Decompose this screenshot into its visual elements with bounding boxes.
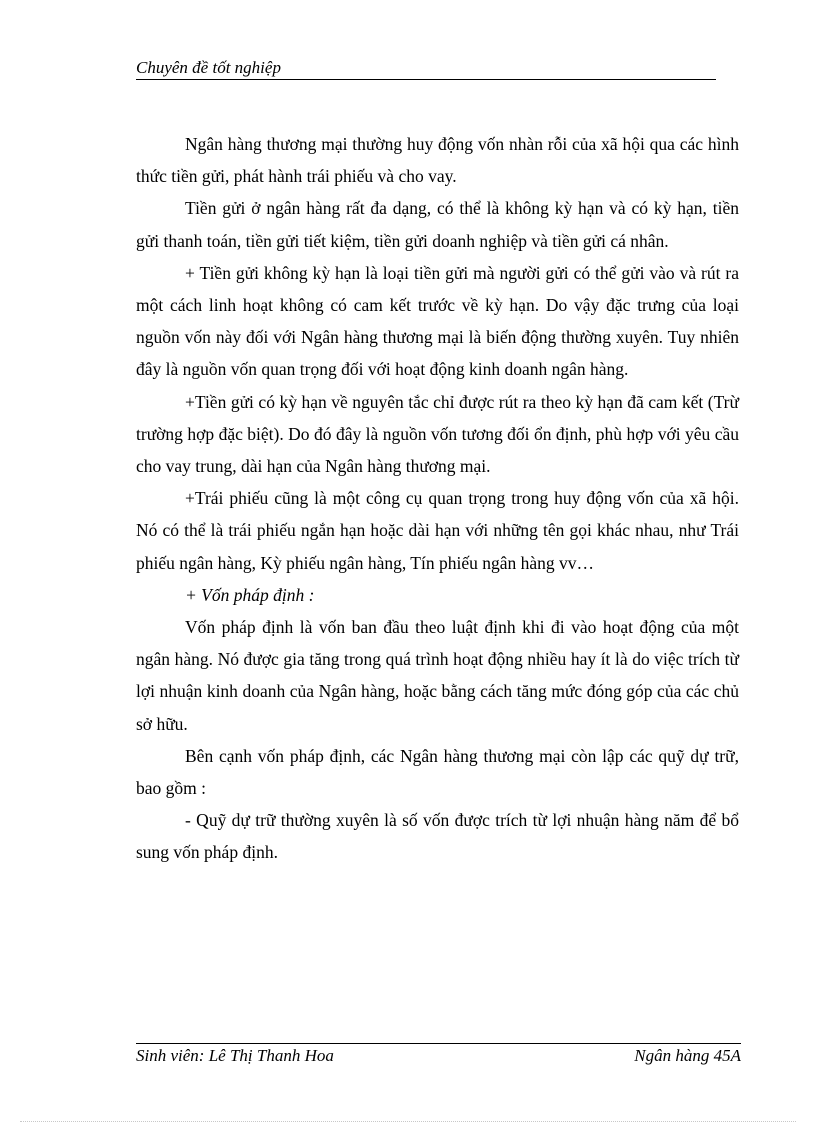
paragraph: Ngân hàng thương mại thường huy động vốn nhàn rỗi của xã hội qua các hình thức tiền gửi, phát hành trái phiếu và cho vay. bbox=[136, 134, 739, 187]
paragraph: +Tiền gửi có kỳ hạn về nguyên tắc chỉ được rút ra theo kỳ hạn đã cam kết (Trừ trường hợp đặc biệt). Do đó đây là nguồn vốn tương đối ổn định, phù hợp với yêu cầu cho vay trung, dài hạn của Ngân hàng thương mại. bbox=[136, 391, 739, 477]
paragraph: - Quỹ dự trữ thường xuyên là số vốn được trích từ lợi nhuận hàng năm để bổ sung vốn pháp định. bbox=[136, 810, 739, 863]
header-title: Chuyên đề tốt nghiệp bbox=[136, 58, 281, 77]
document-body bbox=[136, 128, 739, 869]
paragraph: Bên cạnh vốn pháp định, các Ngân hàng thương mại còn lập các quỹ dự trữ, bao gồm : bbox=[136, 745, 739, 799]
footer-student: Sinh viên: Lê Thị Thanh Hoa bbox=[136, 1046, 334, 1065]
section-heading: + Vốn pháp định : bbox=[185, 584, 315, 605]
paragraph: +Trái phiếu cũng là một công cụ quan trọng trong huy động vốn của xã hội. Nó có thể là trái phiếu ngắn hạn hoặc dài hạn với những tên gọi khác nhau, như Trái phiếu ngân hàng, Kỳ phiếu ngân hàng, Tín phiếu ngân hàng vv… bbox=[136, 488, 739, 573]
paragraph: + Tiền gửi không kỳ hạn là loại tiền gửi mà người gửi có thể gửi vào và rút ra một cách linh hoạt không có cam kết trước về kỳ hạn. Do vậy đặc trưng của loại nguồn vốn này đối với Ngân hàng thương mại là biến động thường xuyên. Tuy nhiên đây là nguồn vốn quan trọng đối với hoạt động kinh doanh ngân hàng. bbox=[136, 262, 739, 380]
footer-class: Ngân hàng 45A bbox=[634, 1046, 741, 1065]
paragraph: Tiền gửi ở ngân hàng rất đa dạng, có thể là không kỳ hạn và có kỳ hạn, tiền gửi thanh toán, tiền gửi tiết kiệm, tiền gửi doanh nghiệp và tiền gửi cá nhân. bbox=[136, 198, 739, 251]
paragraph: Vốn pháp định là vốn ban đầu theo luật định khi đi vào hoạt động của một ngân hàng. Nó được gia tăng trong quá trình hoạt động nhiều hay ít là do việc trích từ lợi nhuận kinh doanh của Ngân hàng, hoặc bằng cách tăng mức đóng góp của các chủ sở hữu. bbox=[136, 617, 739, 734]
page-footer bbox=[136, 1043, 741, 1068]
page-header bbox=[136, 57, 716, 80]
page-bottom-border bbox=[20, 1121, 796, 1122]
